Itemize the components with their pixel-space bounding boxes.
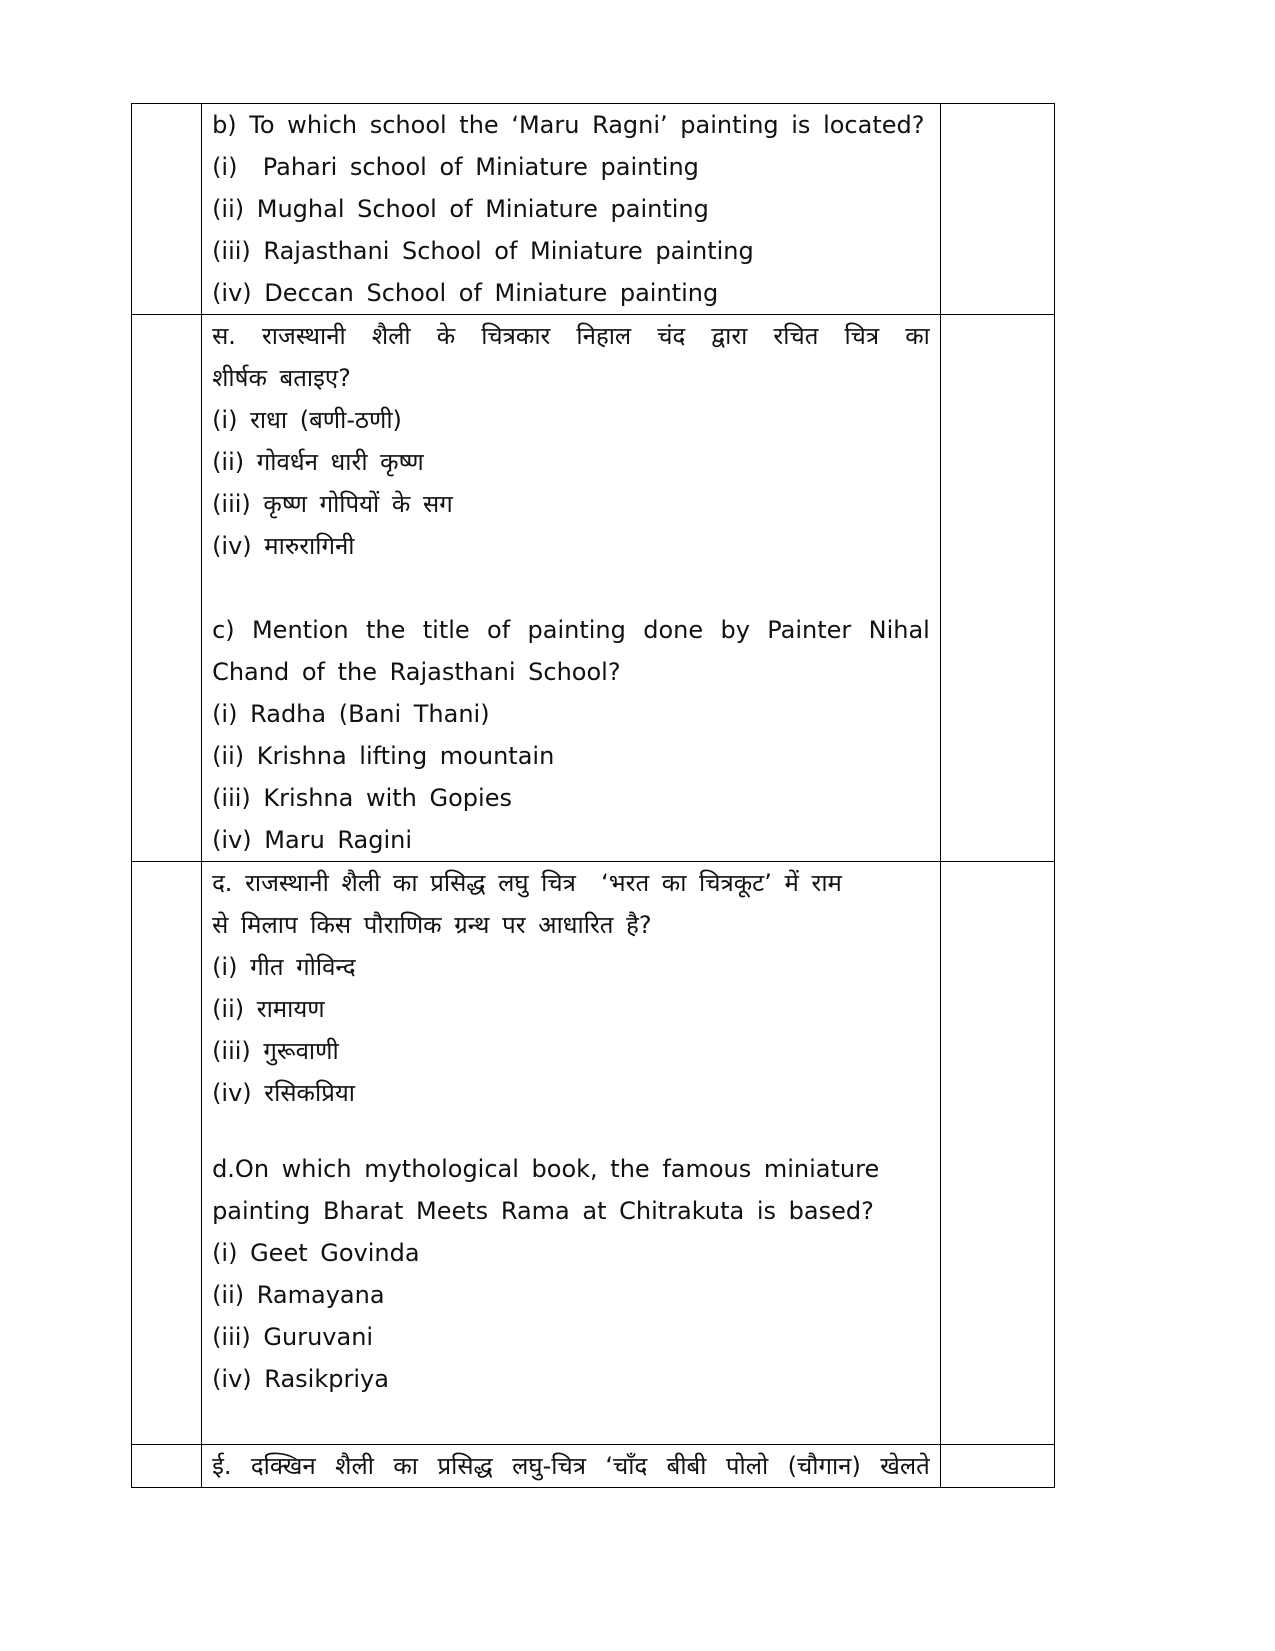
question-cell bbox=[202, 862, 941, 1445]
option-hindi-2: (ii) रामायण bbox=[212, 995, 325, 1023]
table-row bbox=[132, 104, 1055, 315]
option-english-3: (iii) Krishna with Gopies bbox=[212, 784, 512, 812]
marks-cell bbox=[940, 1445, 1054, 1488]
question-text-english-line1: d.On which mythological book, the famous miniature bbox=[212, 1155, 880, 1183]
option-hindi-2: (ii) गोवर्धन धारी कृष्ण bbox=[212, 448, 424, 476]
table-row bbox=[132, 862, 1055, 1445]
option-1: (i) Pahari school of Miniature painting bbox=[212, 153, 699, 181]
question-text-hindi-line2: से मिलाप किस पौराणिक ग्रन्थ पर आधारित है? bbox=[212, 911, 652, 939]
spacer bbox=[212, 1114, 930, 1148]
marks-cell bbox=[940, 315, 1054, 862]
option-english-3: (iii) Guruvani bbox=[212, 1323, 374, 1351]
question-cell bbox=[202, 1445, 941, 1488]
table-row bbox=[132, 1445, 1055, 1488]
question-text-english-line2: Chand of the Rajasthani School? bbox=[212, 658, 621, 686]
option-english-1: (i) Radha (Bani Thani) bbox=[212, 700, 490, 728]
question-cell bbox=[202, 104, 941, 315]
spacer bbox=[212, 567, 930, 609]
option-hindi-1: (i) राधा (बणी-ठणी) bbox=[212, 406, 402, 434]
question-number-cell bbox=[132, 862, 202, 1445]
marks-cell bbox=[940, 862, 1054, 1445]
question-cell bbox=[202, 315, 941, 862]
option-english-4: (iv) Rasikpriya bbox=[212, 1365, 389, 1393]
question-text-english-line2: painting Bharat Meets Rama at Chitrakuta is based? bbox=[212, 1197, 874, 1225]
option-2: (ii) Mughal School of Miniature painting bbox=[212, 195, 709, 223]
question-number-cell bbox=[132, 1445, 202, 1488]
option-english-2: (ii) Krishna lifting mountain bbox=[212, 742, 555, 770]
question-text-hindi-line1: स. राजस्थानी शैली के चित्रकार निहाल चंद द्वारा रचित चित्र का bbox=[212, 322, 930, 350]
question-number-cell bbox=[132, 104, 202, 315]
option-english-2: (ii) Ramayana bbox=[212, 1281, 385, 1309]
option-english-1: (i) Geet Govinda bbox=[212, 1239, 420, 1267]
question-text-hindi-line1: द. राजस्थानी शैली का प्रसिद्ध लघु चित्र ‘भरत का चित्रकूट’ में राम bbox=[212, 869, 842, 897]
option-english-4: (iv) Maru Ragini bbox=[212, 826, 413, 854]
question-text-english-line1: c) Mention the title of painting done by Painter Nihal bbox=[212, 616, 930, 644]
option-3: (iii) Rajasthani School of Miniature painting bbox=[212, 237, 754, 265]
option-hindi-4: (iv) मारुरागिनी bbox=[212, 532, 355, 560]
option-hindi-4: (iv) रसिकप्रिया bbox=[212, 1079, 355, 1107]
marks-cell bbox=[940, 104, 1054, 315]
question-number-cell bbox=[132, 315, 202, 862]
option-hindi-3: (iii) कृष्ण गोपियों के सग bbox=[212, 490, 453, 518]
question-text: b) To which school the ‘Maru Ragni’ painting is located? bbox=[212, 111, 925, 139]
question-table bbox=[131, 103, 1055, 1488]
option-hindi-3: (iii) गुरूवाणी bbox=[212, 1037, 339, 1065]
question-text-hindi-line1: ई. दक्खिन शैली का प्रसिद्ध लघु-चित्र ‘चाँद बीबी पोलो (चौगान) खेलते bbox=[212, 1452, 930, 1480]
option-4: (iv) Deccan School of Miniature painting bbox=[212, 279, 719, 307]
question-text-hindi-line2: शीर्षक बताइए? bbox=[212, 364, 351, 392]
option-hindi-1: (i) गीत गोविन्द bbox=[212, 953, 356, 981]
table-row bbox=[132, 315, 1055, 862]
